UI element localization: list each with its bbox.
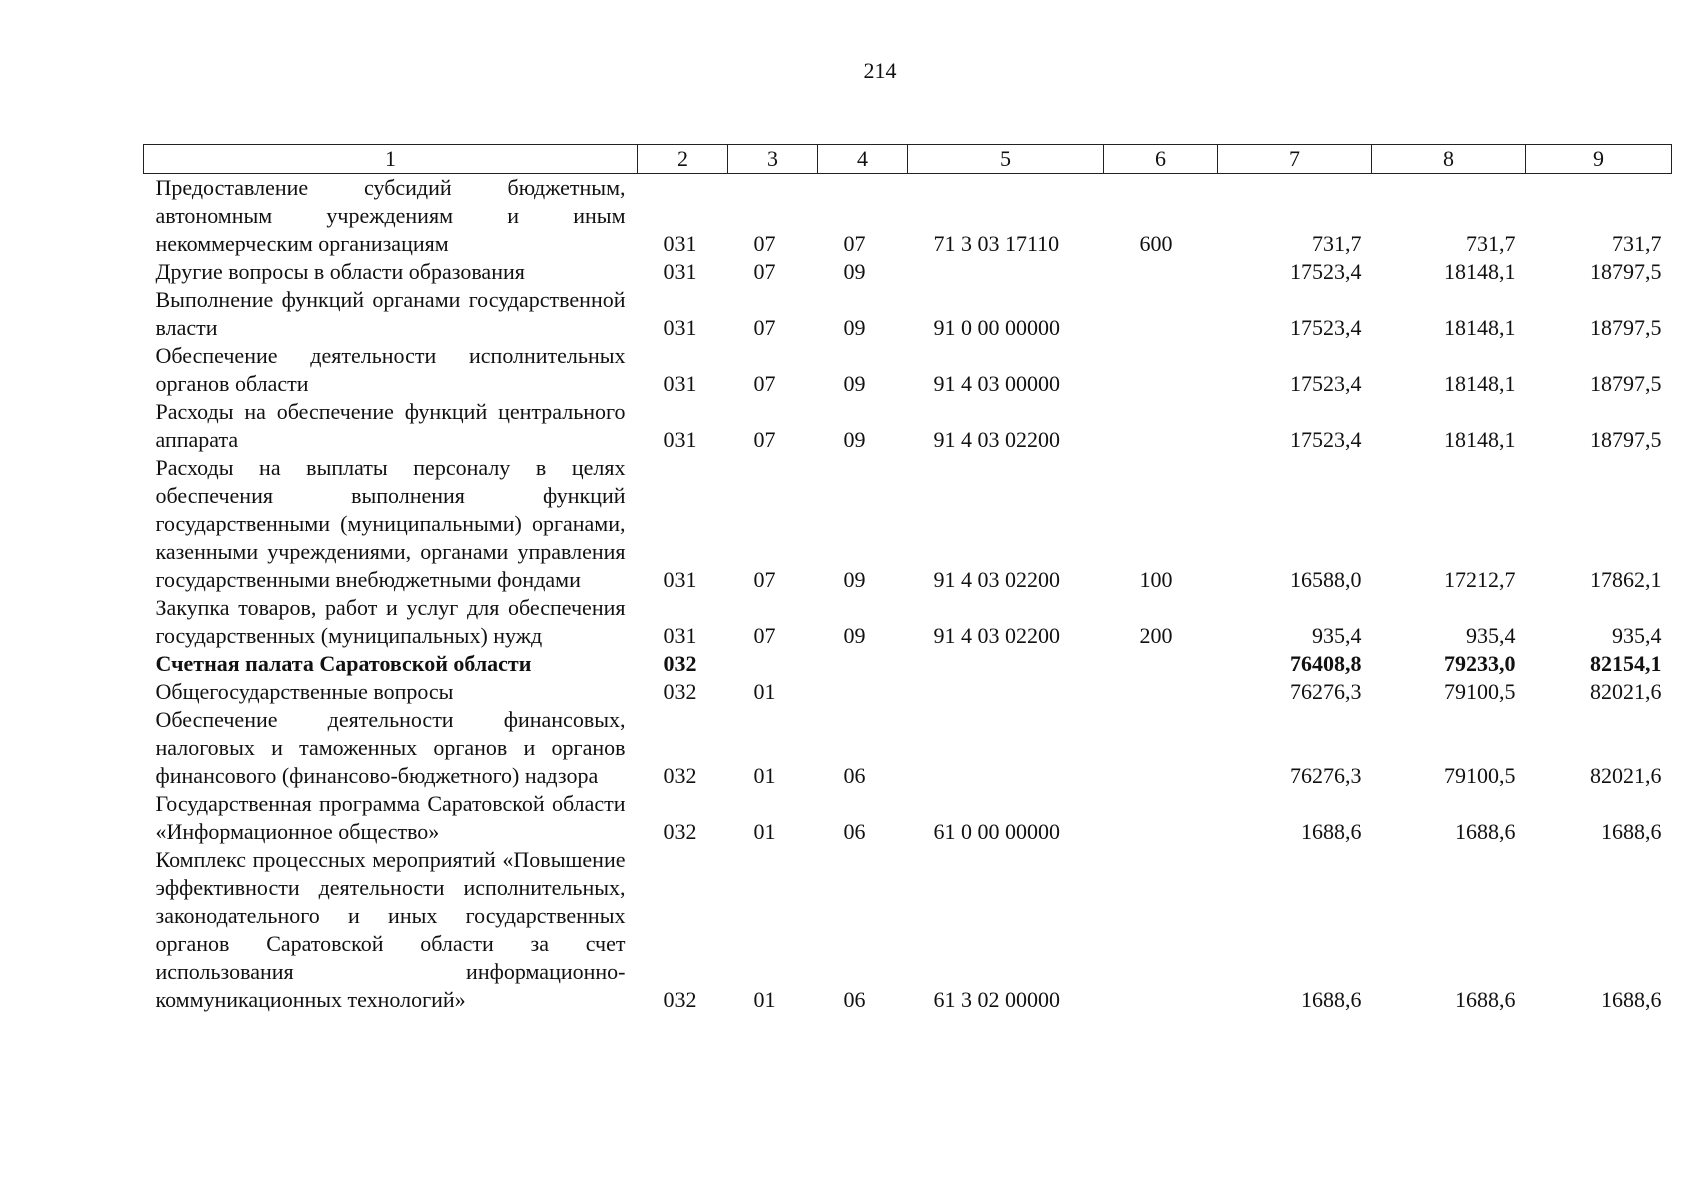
row-subsection-code	[818, 650, 908, 678]
header-col-7: 7	[1218, 145, 1372, 174]
row-ved-code: 031	[663, 567, 697, 592]
row-amount-year-3: 82021,6	[1590, 679, 1662, 704]
row-target-article	[908, 650, 1104, 678]
row-amount-year-2: 18148,1	[1444, 427, 1516, 452]
row-section-code: 07	[753, 259, 776, 284]
row-ved-code: 032	[663, 763, 697, 788]
header-col-1: 1	[144, 145, 638, 174]
row-section-code: 01	[753, 987, 776, 1012]
row-amount-year-3: 82021,6	[1590, 763, 1662, 788]
row-amount-year-1: 76276,3	[1290, 679, 1362, 704]
row-subsection-code: 07	[843, 231, 866, 256]
row-amount-year-2: 1688,6	[1455, 819, 1516, 844]
row-expense-type	[1104, 678, 1218, 706]
row-amount-year-1: 935,4	[1312, 623, 1362, 648]
row-ved-code: 031	[663, 231, 697, 256]
row-section-code: 07	[753, 567, 776, 592]
row-subsection-code: 09	[843, 259, 866, 284]
row-amount-year-3: 1688,6	[1601, 987, 1662, 1012]
row-amount-year-2: 18148,1	[1444, 371, 1516, 396]
row-section-code: 07	[753, 623, 776, 648]
row-amount-year-2: 79100,5	[1444, 763, 1516, 788]
page-number: 214	[863, 58, 897, 83]
table-row	[144, 174, 1672, 259]
row-amount-year-3: 18797,5	[1590, 259, 1662, 284]
row-name: Выполнение функций органами государственной власти	[155, 287, 626, 340]
row-expense-type: 200	[1139, 623, 1173, 648]
header-col-3: 3	[728, 145, 818, 174]
row-amount-year-2: 731,7	[1466, 231, 1516, 256]
row-name: Расходы на обеспечение функций центрального аппарата	[155, 399, 626, 452]
row-target-article: 91 4 03 00000	[933, 371, 1060, 396]
row-amount-year-1: 17523,4	[1290, 259, 1362, 284]
row-amount-year-3: 82154,1	[1590, 651, 1662, 676]
row-expense-type	[1104, 398, 1218, 454]
row-name: Обеспечение деятельности исполнительных органов области	[155, 343, 626, 396]
row-ved-code: 031	[663, 623, 697, 648]
row-target-article	[908, 258, 1104, 286]
row-expense-type: 600	[1139, 231, 1173, 256]
row-section-code	[728, 650, 818, 678]
row-amount-year-2: 935,4	[1466, 623, 1516, 648]
row-name: Расходы на выплаты персоналу в целях обеспечения выполнения функций государственными (муниципальными) органами, казенными учреждениями, органами управления государственными внебюджетными фондами	[155, 455, 626, 592]
table-row	[144, 454, 1672, 594]
row-subsection-code: 06	[843, 763, 866, 788]
header-col-8: 8	[1372, 145, 1526, 174]
row-expense-type	[1104, 706, 1218, 790]
row-amount-year-1: 731,7	[1312, 231, 1362, 256]
table-row	[144, 846, 1672, 1014]
table-row	[144, 594, 1672, 650]
row-amount-year-3: 17862,1	[1590, 567, 1662, 592]
row-amount-year-2: 79233,0	[1444, 651, 1516, 676]
header-col-4: 4	[818, 145, 908, 174]
row-amount-year-2: 18148,1	[1444, 315, 1516, 340]
row-expense-type	[1104, 650, 1218, 678]
row-amount-year-1: 17523,4	[1290, 427, 1362, 452]
header-col-9: 9	[1526, 145, 1672, 174]
row-amount-year-1: 1688,6	[1301, 819, 1362, 844]
row-section-code: 07	[753, 231, 776, 256]
row-name: Другие вопросы в области образования	[155, 259, 525, 284]
row-section-code: 07	[753, 427, 776, 452]
row-subsection-code: 09	[843, 567, 866, 592]
row-target-article: 91 0 00 00000	[933, 315, 1060, 340]
header-col-5: 5	[908, 145, 1104, 174]
header-col-6: 6	[1104, 145, 1218, 174]
table-row	[144, 286, 1672, 342]
row-amount-year-3: 935,4	[1612, 623, 1662, 648]
row-subsection-code: 09	[843, 315, 866, 340]
row-name: Закупка товаров, работ и услуг для обеспечения государственных (муниципальных) нужд	[155, 595, 626, 648]
table-row	[144, 650, 1672, 678]
row-amount-year-1: 17523,4	[1290, 371, 1362, 396]
row-amount-year-3: 1688,6	[1601, 819, 1662, 844]
row-name: Комплекс процессных мероприятий «Повышение эффективности деятельности исполнительных, законодательного и иных государственных органов Саратовской области за счет использования информационно-коммуникационных технологий»	[155, 847, 626, 1012]
row-amount-year-2: 18148,1	[1444, 259, 1516, 284]
row-expense-type	[1104, 342, 1218, 398]
row-target-article: 91 4 03 02200	[933, 427, 1060, 452]
row-amount-year-1: 76276,3	[1290, 763, 1362, 788]
row-ved-code: 032	[663, 987, 697, 1012]
row-name: Общегосударственные вопросы	[155, 679, 454, 704]
row-target-article: 61 0 00 00000	[933, 819, 1060, 844]
row-expense-type	[1104, 258, 1218, 286]
row-subsection-code: 09	[843, 371, 866, 396]
row-target-article	[908, 706, 1104, 790]
row-section-code: 01	[753, 819, 776, 844]
row-amount-year-3: 731,7	[1612, 231, 1662, 256]
row-target-article: 71 3 03 17110	[933, 231, 1060, 256]
row-section-code: 01	[753, 679, 776, 704]
row-amount-year-2: 17212,7	[1444, 567, 1516, 592]
table-row	[144, 706, 1672, 790]
row-subsection-code: 09	[843, 623, 866, 648]
header-col-2: 2	[638, 145, 728, 174]
row-section-code: 07	[753, 315, 776, 340]
row-section-code: 01	[753, 763, 776, 788]
row-ved-code: 031	[663, 315, 697, 340]
table-body	[144, 174, 1672, 1015]
row-amount-year-3: 18797,5	[1590, 371, 1662, 396]
row-amount-year-2: 1688,6	[1455, 987, 1516, 1012]
row-name: Предоставление субсидий бюджетным, автономным учреждениям и иным некоммерческим организациям	[155, 175, 626, 256]
table-row	[144, 678, 1672, 706]
row-expense-type: 100	[1139, 567, 1173, 592]
row-amount-year-1: 16588,0	[1290, 567, 1362, 592]
row-name: Обеспечение деятельности финансовых, налоговых и таможенных органов и органов финансового (финансово-бюджетного) надзора	[155, 707, 626, 788]
row-section-code: 07	[753, 371, 776, 396]
row-ved-code: 032	[663, 819, 697, 844]
row-amount-year-2: 79100,5	[1444, 679, 1516, 704]
row-expense-type	[1104, 790, 1218, 846]
row-target-article: 91 4 03 02200	[933, 567, 1060, 592]
row-ved-code: 031	[663, 259, 697, 284]
row-target-article	[908, 678, 1104, 706]
row-amount-year-1: 17523,4	[1290, 315, 1362, 340]
row-subsection-code: 06	[843, 987, 866, 1012]
row-ved-code: 031	[663, 427, 697, 452]
header-row	[144, 145, 1672, 174]
row-amount-year-1: 1688,6	[1301, 987, 1362, 1012]
row-subsection-code	[818, 678, 908, 706]
row-amount-year-3: 18797,5	[1590, 315, 1662, 340]
row-subsection-code: 09	[843, 427, 866, 452]
table-row	[144, 258, 1672, 286]
row-amount-year-3: 18797,5	[1590, 427, 1662, 452]
row-expense-type	[1104, 846, 1218, 1014]
row-target-article: 61 3 02 00000	[933, 987, 1060, 1012]
row-amount-year-1: 76408,8	[1290, 651, 1362, 676]
row-name: Счетная палата Саратовской области	[155, 651, 532, 676]
table-row	[144, 342, 1672, 398]
table-row	[144, 398, 1672, 454]
row-expense-type	[1104, 286, 1218, 342]
row-ved-code: 032	[663, 651, 697, 676]
row-subsection-code: 06	[843, 819, 866, 844]
row-ved-code: 032	[663, 679, 697, 704]
row-target-article: 91 4 03 02200	[933, 623, 1060, 648]
row-ved-code: 031	[663, 371, 697, 396]
budget-table	[143, 144, 1672, 1014]
row-name: Государственная программа Саратовской области «Информационное общество»	[155, 791, 626, 844]
table-row	[144, 790, 1672, 846]
